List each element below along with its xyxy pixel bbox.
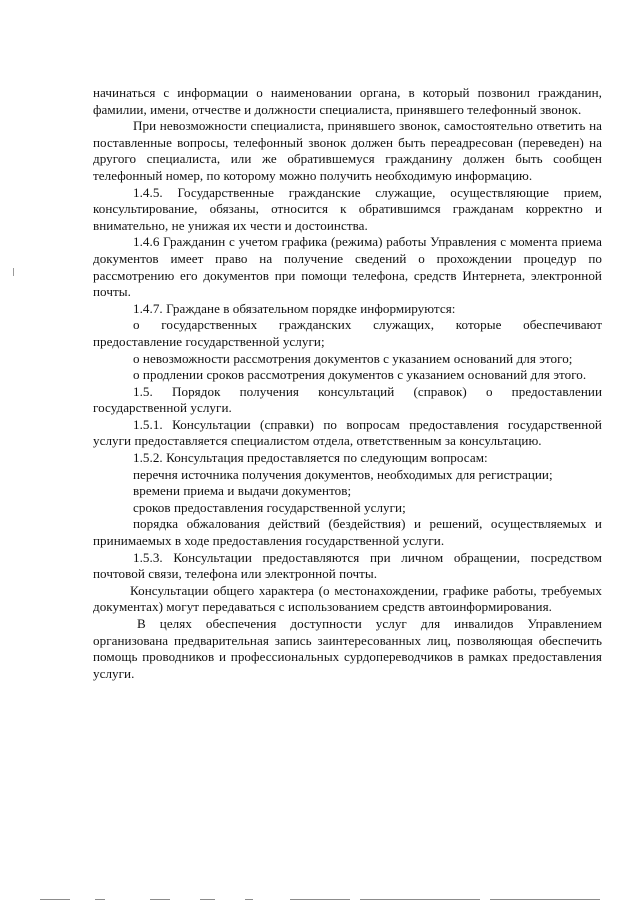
paragraph-1-5: 1.5. Порядок получения консультаций (справок) о предоставлении государственной услуги.	[93, 383, 602, 416]
list-item-reception-times: времени приема и выдачи документов;	[133, 483, 352, 499]
paragraph-1-4-6: 1.4.6 Гражданин с учетом графика (режима) работы Управления с момента приема документов имеет право на получение сведений о прохождении процедур по рассмотрению его документов при помощи телефона, средств Интернета, электронной почты.	[93, 234, 602, 300]
scan-bottom-edge-artifact	[0, 897, 640, 903]
paragraph-general-consultations: Консультации общего характера (о местонахождении, графике работы, требуемых документах) могут передаваться с использованием средств автоинформирования.	[93, 582, 602, 615]
list-item-extension: о продлении сроков рассмотрения документов с указанием оснований для этого.	[133, 367, 587, 383]
paragraph-1-4-5: 1.4.5. Государственные гражданские служащие, осуществляющие прием, консультирование, обязаны, относится к обратившимся гражданам корректно и внимательно, не унижая их чести и достоинства.	[93, 184, 602, 233]
paragraph-disability-access: В целях обеспечения доступности услуг для инвалидов Управлением организована предварительная запись заинтересованных лиц, позволяющая обеспечить помощь проводников и профессиональных сурдопереводчиков в рамках предоставления услуги.	[93, 616, 602, 681]
paragraph-redirect-call: При невозможности специалиста, принявшего звонок, самостоятельно ответить на поставленные вопросы, телефонный звонок должен быть переадресован (переведен) на другого специалиста, или же обратившемуся гражданину должен быть сообщен телефонный номер, по которому можно получить необходимую информацию.	[93, 118, 602, 183]
paragraph-1-4-7: 1.4.7. Граждане в обязательном порядке информируются:	[133, 300, 456, 316]
document-page	[93, 85, 602, 682]
list-item-civil-servants: о государственных гражданских служащих, которые обеспечивают предоставление государственной услуги;	[93, 317, 602, 349]
list-item-documents-sources: перечня источника получения документов, необходимых для регистрации;	[133, 466, 553, 482]
paragraph-1-5-1: 1.5.1. Консультации (справки) по вопросам предоставления государственной услуги предоставляется специалистом отдела, ответственным за консультацию.	[93, 416, 602, 449]
paragraph-continuation: начинаться с информации о наименовании органа, в который позвонил гражданин, фамилии, имени, отчестве и должности специалиста, принявшего телефонный звонок.	[93, 85, 602, 117]
list-item-service-terms: сроков предоставления государственной услуги;	[133, 499, 406, 515]
paragraph-1-5-2: 1.5.2. Консультация предоставляется по следующим вопросам:	[133, 450, 488, 466]
paragraph-1-5-3: 1.5.3. Консультации предоставляются при личном обращении, посредством почтовой связи, телефона или электронной почты.	[93, 549, 602, 582]
scan-artifact-mark	[13, 268, 14, 276]
list-item-impossibility: о невозможности рассмотрения документов с указанием оснований для этого;	[133, 350, 573, 366]
list-item-appeal-procedure: порядка обжалования действий (бездействия) и решений, осуществляемых и принимаемых в ходе предоставления государственной услуги.	[93, 516, 602, 549]
